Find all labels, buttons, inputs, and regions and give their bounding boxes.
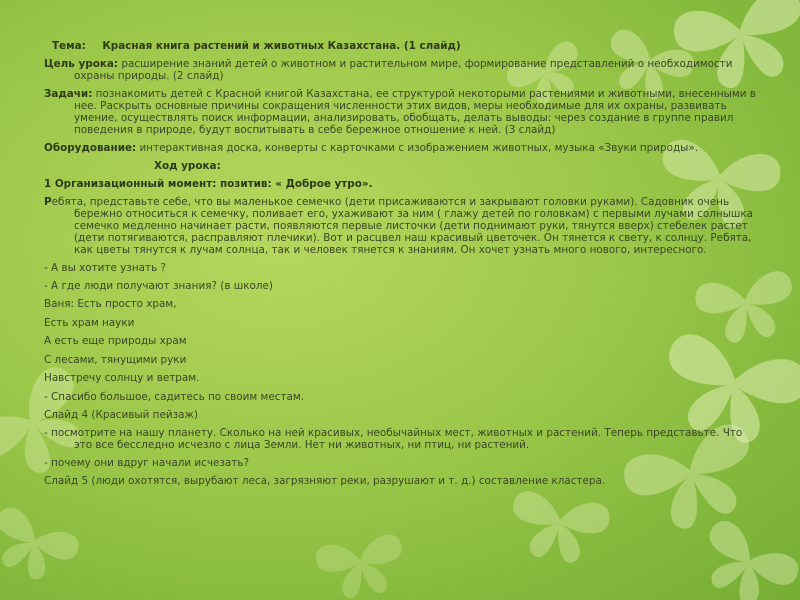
butterfly-icon [688,516,800,600]
poem-line: А есть еще природы храм [44,335,187,348]
tasks-line [44,88,756,136]
goal-label: Цель урока: [44,58,119,70]
lesson-heading: Ход урока: [154,160,221,172]
question-1: - А вы хотите узнать ? [44,262,166,274]
poem-line: С лесами, тянущими руки [44,353,187,366]
look-paragraph: - посмотрите на нашу планету. Сколько на ней красивых, необычайных мест, животных и растений. Теперь представьте. Что это все бесследно исчезло с лица Земли. Нет ни животных, ни птиц, ни растений. [44,426,743,451]
question-2: - А где люди получают знания? (в школе) [44,280,273,292]
slide4-line: Слайд 4 (Красивый пейзаж) [44,408,198,421]
paragraph-text: ебята, представьте себе, что вы маленькое семечко (дети присаживаются и закрывают головки руками). Садовник очень бережно относиться к семечку, поливает его, ухаживают за ним ( глажу детей по головкам) с первыми лучами солнышка семечко медленно начинает расти, появляются первые листочки (дети поднимают руки, тянутся вверх) стебелек растет (дети потягиваются, расправляют плечики). Вот и расцвел наш красивый цветочек. Он тянется к свету, к солнцу. Ребята, как цветы тянутся к лучам солнца, так и человек тянется к знаниям. Он хочет узнать много нового, интересного. [51,196,754,256]
tasks-text: познакомить детей с Красной книгой Казахстана, ее структурой некоторыми растениями и животными, внесенными в нее. Раскрыть основные причины сокращения численности этих видов, меры необходимые для их охраны, развивать умение, осуществлять поиск информации, анализировать, обобщать, делать выводы: через создание в группе правил поведения в природе, будут воспитывать в себе бережное отношение к ней. (3 слайд) [74,88,756,136]
equipment-text: интерактивная доска, конверты с карточками с изображением животных, музыка «Звуки природы». [136,142,699,154]
equipment-line [44,142,756,154]
poem-line: Есть храм науки [44,316,135,329]
equipment-label: Оборудование: [44,142,137,154]
lesson-plan-text [44,40,756,493]
butterfly-icon [505,489,612,568]
paragraph-initial: Р [44,196,52,208]
poem-line: Ваня: Есть просто храм, [44,298,177,310]
section1-line [44,178,756,190]
topic-line [44,40,756,52]
tasks-label: Задачи: [44,88,93,100]
butterfly-icon [314,532,409,600]
poem-block [44,298,756,384]
topic-label: Тема: [52,40,86,52]
goal-text: расширение знаний детей о животном и растительном мире, формирование представлений о необходимости охраны природы. (2 слайд) [74,58,733,82]
why-line: - почему они вдруг начали исчезать? [44,456,249,469]
thanks-line: - Спасибо большое, садитесь по своим местам. [44,390,305,403]
poem-line: Навстречу солнцу и ветрам. [44,372,200,385]
goal-line [44,58,756,82]
topic-title: Красная книга растений и животных Казахстана. (1 слайд) [102,40,461,52]
slide5-line: Слайд 5 (люди охотятся, вырубают леса, загрязняют реки, разрушают и т. д.) составление кластера. [44,474,606,487]
butterfly-icon [0,503,83,591]
section1-heading: 1 Организационный момент: позитив: « Доброе утро». [44,178,373,190]
intro-paragraph [44,196,756,256]
lesson-heading-line [44,160,756,172]
